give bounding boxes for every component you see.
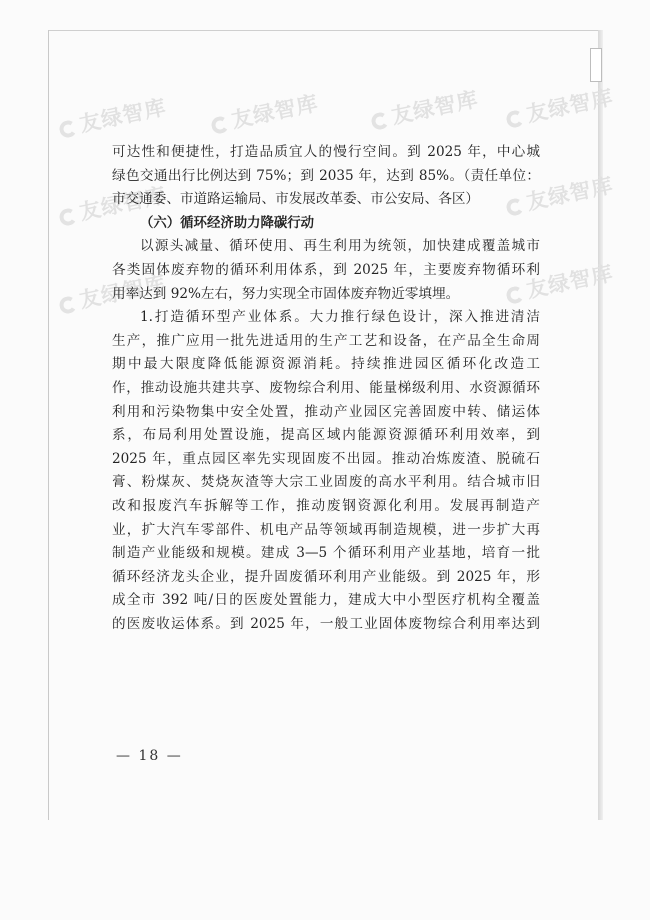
paragraph-line: 膏、粉煤灰、焚烧灰渣等大宗工业固废的高水平利用。结合城市旧 (112, 474, 540, 491)
document-body (112, 141, 540, 636)
paragraph-line: 改和报废汽车拆解等工作，推动废钢资源化利用。发展再制造产 (112, 497, 540, 514)
watermark: 友绿智库 (56, 179, 169, 231)
paragraph-line: 绿色交通出行比例达到 75%；到 2035 年，达到 85%。（责任单位： (112, 167, 540, 184)
section-heading: （六）循环经济助力降碳行动 (140, 215, 315, 231)
watermark: 友绿智库 (503, 257, 616, 309)
paragraph-line: 的医废收运体系。到 2025 年，一般工业固体废物综合利用率达到 (112, 615, 540, 632)
binding-tab (590, 48, 602, 82)
watermark: 友绿智库 (56, 91, 169, 143)
paragraph-line: 2025 年，重点园区率先实现固废不出园。推动冶炼废渣、脱硫石 (112, 450, 540, 467)
paragraph-line: 以源头减量、循环使用、再生利用为统领，加快建成覆盖城市 (140, 238, 540, 255)
watermark: 友绿智库 (503, 81, 616, 133)
watermark: 友绿智库 (56, 267, 169, 319)
paragraph-line: 各类固体废弃物的循环利用体系，到 2025 年，主要废弃物循环利 (112, 261, 540, 278)
watermark-logo-icon (210, 115, 230, 135)
watermark-logo-icon (58, 207, 78, 227)
paragraph-line: 用率达到 92%左右，努力实现全市固体废弃物近零填埋。 (112, 285, 460, 302)
paragraph-line: 制造产业能级和规模。建成 3—5 个循环利用产业基地，培育一批 (112, 545, 540, 562)
watermark-logo-icon (370, 111, 390, 131)
watermark-logo-icon (505, 109, 525, 129)
watermark-logo-icon (58, 119, 78, 139)
watermark: 友绿智库 (368, 83, 481, 135)
paragraph-line: 业，扩大汽车零部件、机电产品等领域再制造规模，进一步扩大再 (112, 521, 540, 538)
watermark: 友绿智库 (503, 169, 616, 221)
page-right-edge (598, 30, 603, 820)
paragraph-line: 期中最大限度降低能源资源消耗。持续推进园区循环化改造工 (112, 356, 540, 373)
watermark: 友绿智库 (208, 87, 321, 139)
paragraph-line: 可达性和便捷性，打造品质宜人的慢行空间。到 2025 年，中心城 (112, 144, 540, 160)
watermark-logo-icon (58, 295, 78, 315)
paragraph-line: 成全市 392 吨/日的医废处置能力，建成大中小型医疗机构全覆盖 (112, 592, 540, 609)
paragraph-line: 循环经济龙头企业，提升固废循环利用产业能级。到 2025 年，形 (112, 568, 540, 585)
page-left-edge (48, 30, 49, 820)
paragraph-line: 市交通委、市道路运输局、市发展改革委、市公安局、各区） (112, 191, 480, 208)
paragraph-line: 系，布局利用处置设施，提高区域内能源资源循环利用效率，到 (112, 427, 540, 444)
paragraph-line: 利用和污染物集中安全处置，推动产业园区完善固废中转、储运体 (112, 403, 540, 420)
paragraph-line: 生产，推广应用一批先进适用的生产工艺和设备，在产品全生命周 (112, 332, 540, 349)
paragraph-line: 作，推动设施共建共享、废物综合利用、能量梯级利用、水资源循环 (112, 379, 540, 396)
page-top-edge (48, 30, 600, 31)
page-number: — 18 — (116, 748, 183, 764)
paragraph-line: 1.打造循环型产业体系。大力推行绿色设计，深入推进清洁 (140, 309, 540, 326)
